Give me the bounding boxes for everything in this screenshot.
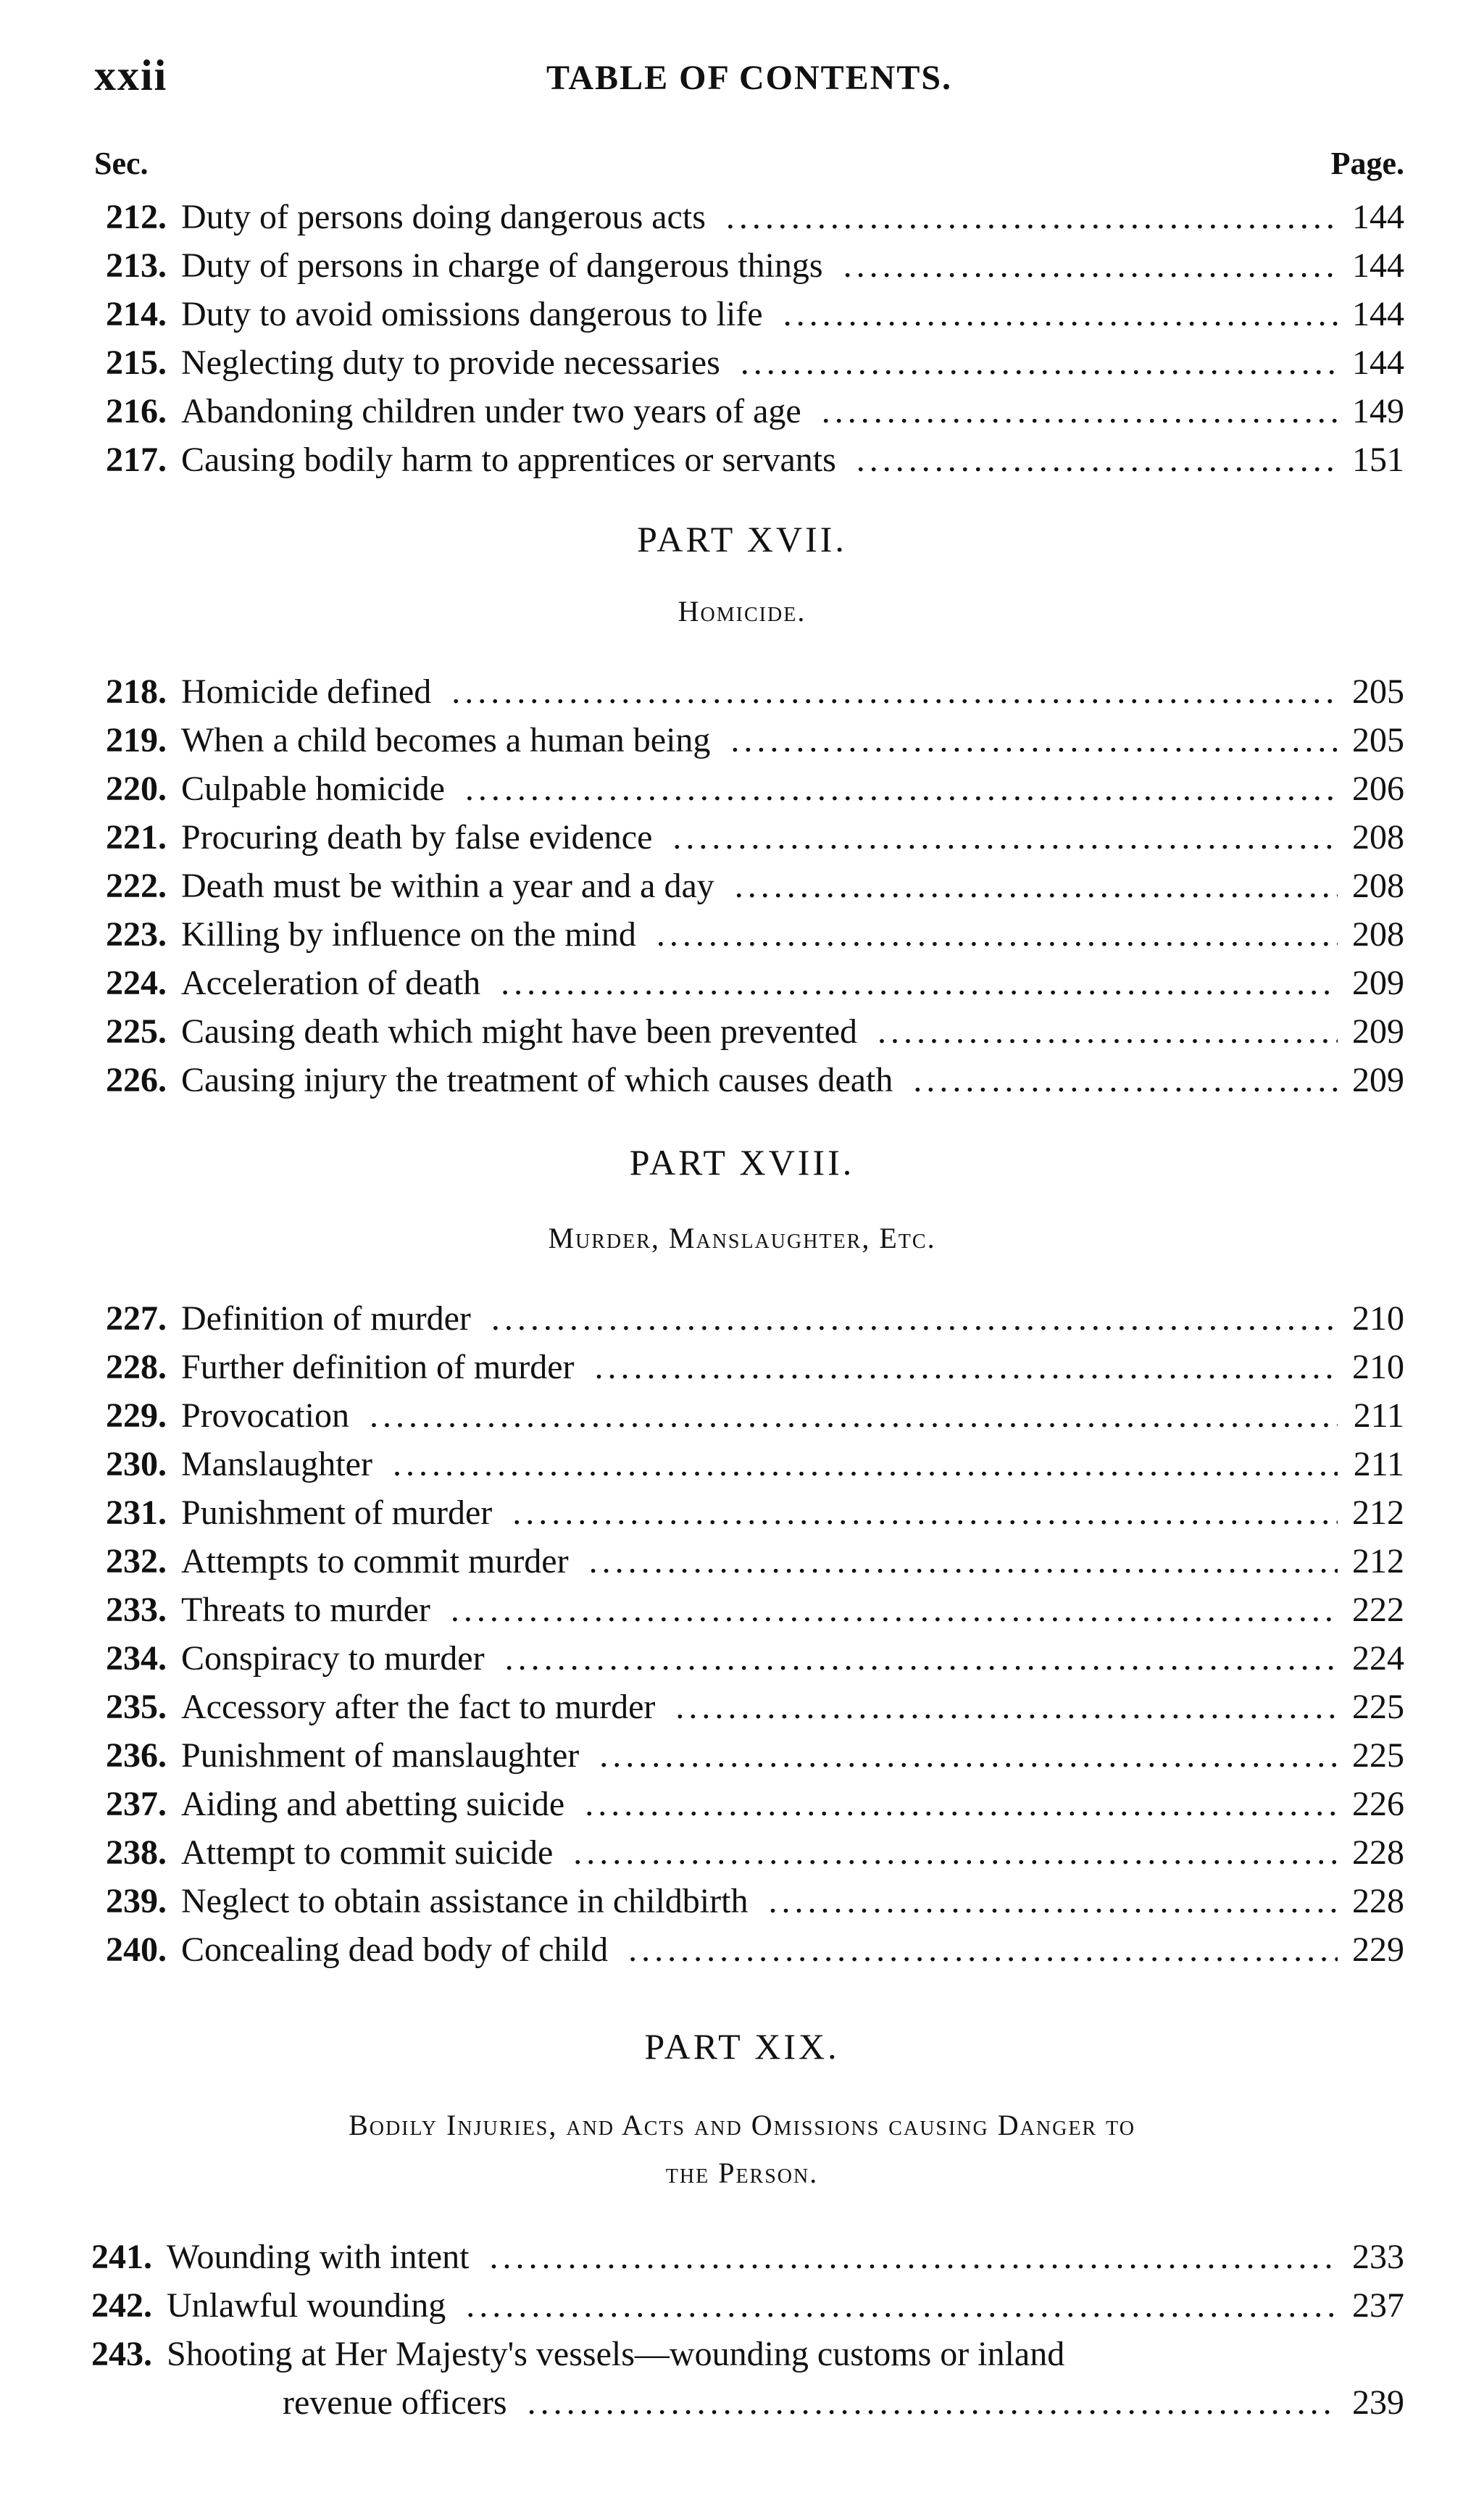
- entry-page: 233: [1338, 2236, 1404, 2279]
- toc-entry: [72, 196, 1404, 244]
- page-column-heading: Page.: [1330, 146, 1404, 181]
- entry-page: 228: [1338, 1831, 1404, 1875]
- entry-page: 225: [1338, 1686, 1404, 1729]
- entry-page: 211: [1338, 1443, 1404, 1486]
- entry-number: 242.: [91, 2286, 152, 2325]
- entry-title: Punishment of manslaughter: [181, 1736, 586, 1775]
- entry-number: 214.: [106, 295, 167, 333]
- entry-page: 209: [1338, 962, 1404, 1005]
- toc-entry: [72, 865, 1404, 913]
- toc-entry: [72, 1443, 1404, 1491]
- entry-title: Attempts to commit murder: [181, 1542, 576, 1580]
- entry-number: 236.: [106, 1736, 167, 1775]
- entry-title: Homicide defined: [181, 672, 438, 711]
- toc-entry: [72, 1491, 1404, 1540]
- page-number: xxii: [94, 51, 168, 99]
- entry-title-line1: Shooting at Her Majesty's vessels—wounding customs or inland: [167, 2335, 1065, 2373]
- toc-entry: [72, 1928, 1404, 1977]
- entry-number: 241.: [91, 2238, 152, 2276]
- toc-entry: [72, 913, 1404, 962]
- entry-number: 239.: [106, 1882, 167, 1920]
- entry-page: 149: [1338, 390, 1404, 433]
- toc-entry: [72, 1059, 1404, 1107]
- entry-number: 233.: [106, 1591, 167, 1629]
- toc-part-xix: [58, 2236, 1404, 2430]
- toc-entry-line1: [58, 2333, 1404, 2381]
- part-xvii-subtitle: Homicide.: [678, 595, 806, 628]
- entry-page: 209: [1338, 1059, 1404, 1102]
- entry-page: 144: [1338, 341, 1404, 385]
- toc-entry: [72, 1394, 1404, 1443]
- entry-page: 212: [1338, 1491, 1404, 1535]
- toc-entry: [72, 1588, 1404, 1637]
- toc-entry: [58, 2284, 1404, 2333]
- entry-page: 144: [1338, 293, 1404, 336]
- part-xviii-subtitle: Murder, Manslaughter, Etc.: [548, 1222, 936, 1254]
- toc-entry: [72, 1686, 1404, 1734]
- entry-number: 226.: [106, 1061, 167, 1099]
- toc-group-continued: [72, 196, 1404, 487]
- toc-entry: [72, 1010, 1404, 1059]
- toc-entry: [72, 1346, 1404, 1394]
- entry-number: 221.: [106, 818, 167, 857]
- entry-number: 215.: [106, 343, 167, 382]
- entry-number: 216.: [106, 392, 167, 430]
- part-xix-subtitle-line1: Bodily Injuries, and Acts and Omissions causing Danger to: [349, 2109, 1135, 2141]
- entry-title: Manslaughter: [181, 1445, 380, 1483]
- entry-number: 212.: [106, 198, 167, 236]
- entry-title: Culpable homicide: [181, 770, 452, 808]
- entry-number: 217.: [106, 441, 167, 479]
- entry-number: 220.: [106, 770, 167, 808]
- toc-entry: [58, 2236, 1404, 2284]
- toc-entry: [72, 244, 1404, 293]
- entry-number: 228.: [106, 1348, 167, 1386]
- entry-title: Causing injury the treatment of which causes death: [181, 1061, 900, 1099]
- entry-title: Duty of persons doing dangerous acts: [181, 198, 713, 236]
- entry-number: 230.: [106, 1445, 167, 1483]
- entry-title: Neglecting duty to provide necessaries: [181, 343, 728, 382]
- entry-number: 240.: [106, 1930, 167, 1969]
- entry-page: 144: [1338, 196, 1404, 239]
- entry-number: 237.: [106, 1785, 167, 1823]
- entry-page: 210: [1338, 1297, 1404, 1341]
- part-xix-title: PART XIX.: [644, 2026, 840, 2067]
- entry-title: Conspiracy to murder: [181, 1639, 492, 1678]
- entry-page: 208: [1338, 816, 1404, 859]
- entry-title: Killing by influence on the mind: [181, 915, 643, 954]
- entry-page: 144: [1338, 244, 1404, 288]
- entry-title: Duty of persons in charge of dangerous things: [181, 246, 830, 285]
- entry-page: 208: [1338, 913, 1404, 957]
- entry-page: 205: [1338, 719, 1404, 762]
- entry-number: 238.: [106, 1833, 167, 1872]
- toc-part-xvii: [72, 670, 1404, 1107]
- entry-title: Accessory after the fact to murder: [181, 1688, 662, 1726]
- entry-page: 206: [1338, 767, 1404, 811]
- entry-number: 213.: [106, 246, 167, 285]
- entry-number: 229.: [106, 1396, 167, 1435]
- entry-page: 209: [1338, 1010, 1404, 1054]
- section-column-heading: Sec.: [94, 146, 149, 181]
- entry-number: 219.: [106, 721, 167, 759]
- part-xviii-title: PART XVIII.: [629, 1142, 855, 1183]
- entry-title: Unlawful wounding: [167, 2286, 453, 2325]
- entry-number: 218.: [106, 672, 167, 711]
- toc-entry: [72, 962, 1404, 1010]
- entry-title: Wounding with intent: [167, 2238, 476, 2276]
- entry-title: Death must be within a year and a day: [181, 867, 722, 905]
- entry-title: Definition of murder: [181, 1299, 478, 1338]
- entry-number: 231.: [106, 1494, 167, 1532]
- entry-number: 232.: [106, 1542, 167, 1580]
- entry-title: Punishment of murder: [181, 1494, 499, 1532]
- page-header: [94, 51, 1404, 109]
- entry-page: 228: [1338, 1880, 1404, 1923]
- toc-entry: [72, 719, 1404, 767]
- entry-page: 212: [1338, 1540, 1404, 1583]
- entry-title-line2: revenue officers: [283, 2383, 514, 2422]
- entry-number: 225.: [106, 1012, 167, 1051]
- entry-number: 227.: [106, 1299, 167, 1338]
- part-xix-subtitle-line2: the Person.: [665, 2157, 819, 2189]
- toc-entry: [72, 341, 1404, 390]
- toc-entry: [72, 670, 1404, 719]
- toc-entry: [72, 767, 1404, 816]
- entry-title: Attempt to commit suicide: [181, 1833, 560, 1872]
- entry-number: 234.: [106, 1639, 167, 1678]
- entry-title: Threats to murder: [181, 1591, 438, 1629]
- column-headings: [94, 145, 1404, 188]
- toc-entry-line2: [58, 2381, 1404, 2430]
- entry-title: Causing death which might have been prevented: [181, 1012, 864, 1051]
- entry-title: Further definition of murder: [181, 1348, 582, 1386]
- entry-title: Neglect to obtain assistance in childbirth: [181, 1882, 755, 1920]
- toc-entry: [72, 1783, 1404, 1831]
- toc-entry: [72, 293, 1404, 341]
- entry-title: Provocation: [181, 1396, 357, 1435]
- entry-title: Abandoning children under two years of age: [181, 392, 809, 430]
- toc-entry: [72, 438, 1404, 487]
- entry-page: 151: [1338, 438, 1404, 482]
- toc-entry: [72, 1880, 1404, 1928]
- entry-title: Causing bodily harm to apprentices or servants: [181, 441, 843, 479]
- entry-title: When a child becomes a human being: [181, 721, 717, 759]
- entry-title: Duty to avoid omissions dangerous to life: [181, 295, 770, 333]
- toc-part-xviii: [72, 1297, 1404, 1977]
- entry-title: Concealing dead body of child: [181, 1930, 615, 1969]
- page-title: TABLE OF CONTENTS.: [546, 59, 953, 97]
- entry-title: Acceleration of death: [181, 964, 488, 1002]
- entry-page: 222: [1338, 1588, 1404, 1632]
- entry-page: 226: [1338, 1783, 1404, 1826]
- entry-number: 235.: [106, 1688, 167, 1726]
- entry-page: 229: [1338, 1928, 1404, 1972]
- entry-page: 225: [1338, 1734, 1404, 1778]
- entry-title: Aiding and abetting suicide: [181, 1785, 572, 1823]
- entry-page: 210: [1338, 1346, 1404, 1389]
- toc-entry: [72, 1734, 1404, 1783]
- entry-number: 222.: [106, 867, 167, 905]
- entry-page: 208: [1338, 865, 1404, 908]
- toc-entry: [72, 1637, 1404, 1686]
- toc-entry: [72, 1540, 1404, 1588]
- entry-page: 224: [1338, 1637, 1404, 1680]
- entry-number: 223.: [106, 915, 167, 954]
- entry-page: 237: [1338, 2284, 1404, 2328]
- toc-entry: [72, 816, 1404, 865]
- part-xix-subtitle: [130, 2101, 1354, 2197]
- entry-title: Procuring death by false evidence: [181, 818, 659, 857]
- toc-entry: [72, 1297, 1404, 1346]
- entry-number: 224.: [106, 964, 167, 1002]
- part-xvii-title: PART XVII.: [637, 519, 847, 559]
- entry-page: 211: [1338, 1394, 1404, 1438]
- entry-page: 205: [1338, 670, 1404, 714]
- toc-entry: [72, 1831, 1404, 1880]
- entry-page: 239: [1338, 2381, 1404, 2425]
- toc-entry: [72, 390, 1404, 438]
- entry-number: 243.: [91, 2335, 152, 2373]
